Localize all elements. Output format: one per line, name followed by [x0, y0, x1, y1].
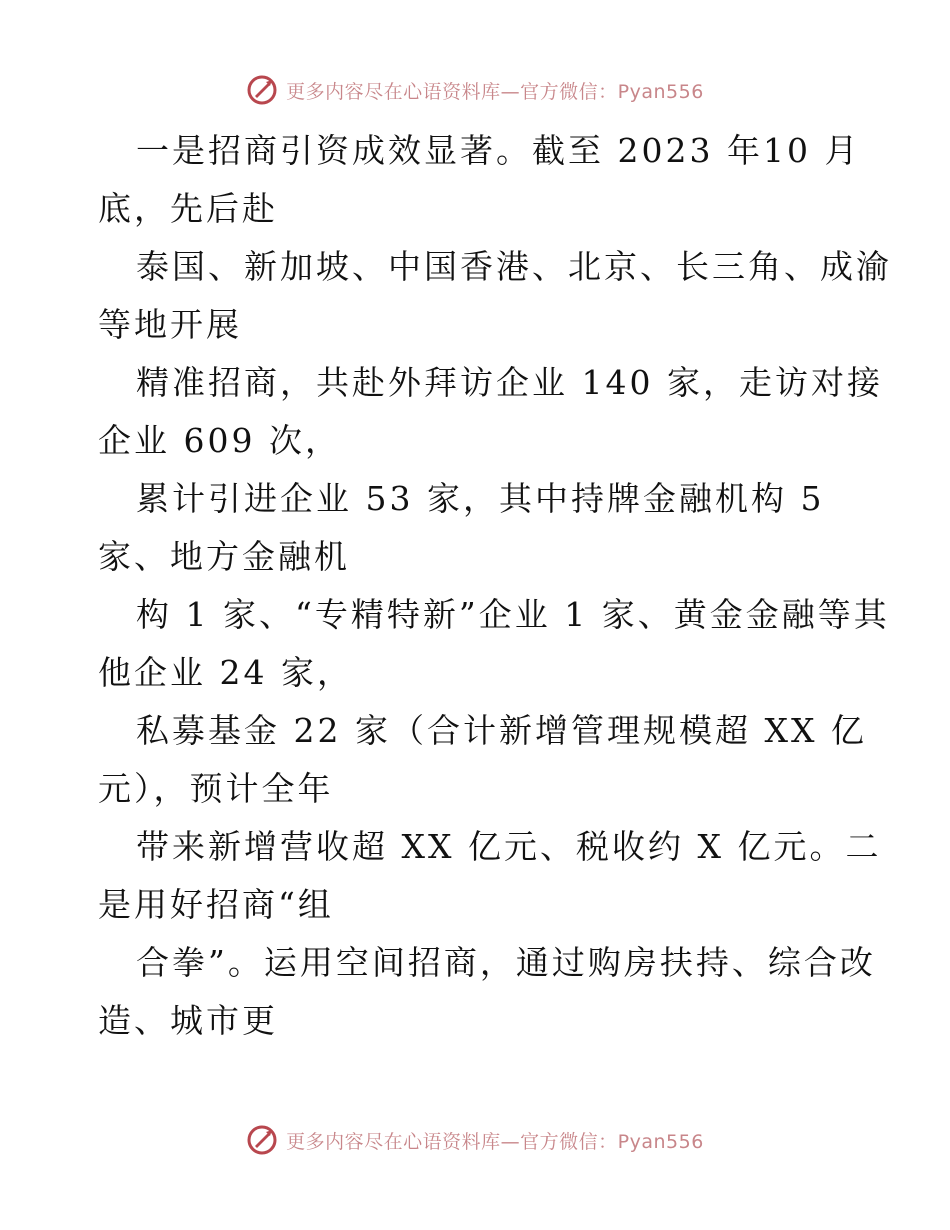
text-line: 企业 609 次，	[98, 421, 341, 460]
text-line: 元），预计全年	[98, 769, 334, 808]
text-line: 带来新增营收超 XX 亿元、税收约 X 亿元。二	[136, 827, 882, 866]
text-line: 泰国、新加坡、中国香港、北京、长三角、成渝	[136, 247, 892, 286]
text-line: 他企业 24 家，	[98, 653, 353, 692]
body-text	[98, 122, 892, 1050]
footer-banner-text: 更多内容尽在心语资料库—官方微信：Pyan556	[286, 1130, 704, 1153]
text-line: 造、城市更	[98, 1001, 278, 1040]
text-line: 累计引进企业 53 家，其中持牌金融机构 5	[136, 479, 825, 518]
text-line: 私募基金 22 家（合计新增管理规模超 XX 亿	[136, 711, 867, 750]
header-banner-text: 更多内容尽在心语资料库—官方微信：Pyan556	[286, 80, 704, 103]
text-line: 合拳”。运用空间招商，通过购房扶持、综合改	[136, 943, 876, 982]
header-banner	[0, 70, 950, 110]
text-line: 是用好招商“组	[98, 885, 334, 924]
text-line: 一是招商引资成效显著。截至 2023 年10 月	[136, 131, 861, 170]
quill-seal-icon	[246, 74, 278, 106]
text-line: 底，先后赴	[98, 189, 278, 228]
footer-banner	[0, 1120, 950, 1160]
text-line: 等地开展	[98, 305, 242, 344]
text-line: 家、地方金融机	[98, 537, 350, 576]
quill-seal-icon	[246, 1124, 278, 1156]
text-line: 精准招商，共赴外拜访企业 140 家，走访对接	[136, 363, 883, 402]
text-line: 构 1 家、“专精特新”企业 1 家、黄金金融等其	[136, 595, 890, 634]
